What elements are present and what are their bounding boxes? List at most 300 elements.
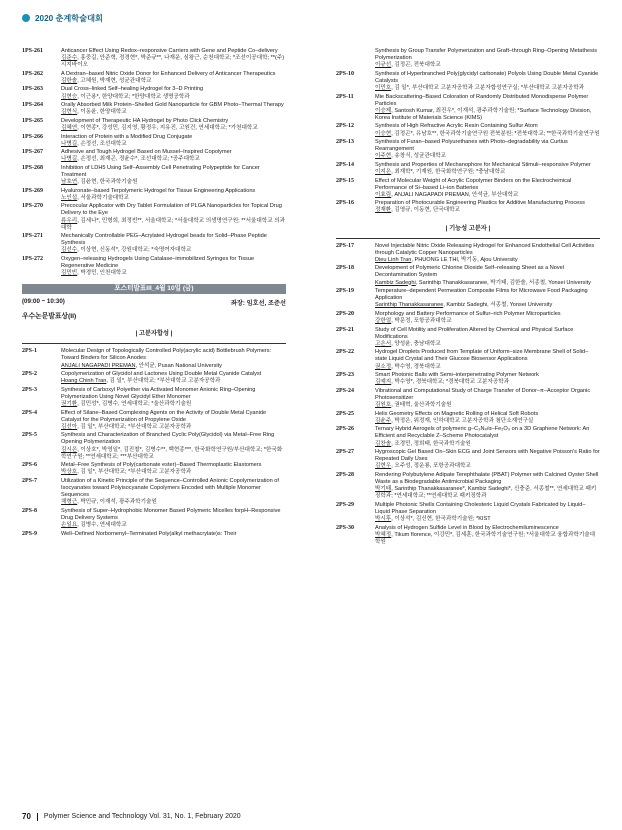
abstract-id: 2PS-25 (336, 410, 354, 417)
abstract-authors (61, 218, 286, 232)
abstract-id: 2PS-21 (336, 326, 354, 333)
abstract-id: 1PS-271 (22, 233, 43, 240)
coauthors: , 김정곤, 전북대학교 (391, 62, 441, 69)
abstract-entry (336, 472, 600, 500)
coauthors: , 손정선, 조선대학교 (77, 140, 127, 147)
coauthors: , 이상현, 신동석*, 강원대학교; *숙명여자대학교 (77, 247, 192, 254)
abstract-entry (22, 149, 286, 163)
abstract-id: 2PS-11 (336, 93, 354, 100)
abstract-title: Synthesis and Properties of Mechanophore for Mechanical Stimuli–responsive Polymer (375, 161, 591, 168)
coauthors: , Santosh Kumar, 최진우*, 이재석, 광주과학기술원; *Surface Technology Division, Korea Institute of Materials Science (KIMS) (375, 107, 592, 121)
abstract-body (61, 203, 286, 231)
abstract-title: Temperature–dependent Permeation Composite Films for Microwave Food Packaging Application (375, 288, 588, 302)
coauthors: , 양성윤, 충남대학교 (391, 340, 441, 347)
abstract-id: 1PS-263 (22, 86, 43, 93)
abstract-authors (375, 131, 600, 138)
abstract-body (61, 165, 286, 186)
abstract-title: Molecular Design of Topologically Controlled Poly(acrylic acid) Bottlebrush Polymers: Toward Binders for Silicon Anodes (61, 348, 272, 362)
abstract-authors (375, 364, 600, 371)
abstract-id: 1PS-267 (22, 149, 43, 156)
presenter-name: 박기태 (375, 486, 392, 493)
abstract-authors (375, 257, 600, 264)
coauthors: , 박경민, 인천대학교 (77, 270, 127, 277)
abstract-entry (336, 349, 600, 370)
abstract-authors (375, 207, 600, 214)
abstract-id: 2PS-27 (336, 449, 354, 456)
abstract-authors (375, 532, 600, 546)
abstract-id: 2PS-5 (22, 432, 37, 439)
abstract-body (375, 327, 600, 348)
presenter-name: 김준수 (61, 55, 78, 62)
page-number: 70 (22, 812, 31, 821)
abstract-title: Inhibition of LDH5 Using Self–Assembly Cell Penetrating Polypeptide for Cancer Treatment (61, 164, 260, 178)
abstract-title: Hyaluronate–based Terpolymeric Hydrogel for Tissue Engineering Applications (61, 187, 256, 194)
abstract-entry (336, 426, 600, 447)
abstract-authors (61, 156, 286, 163)
coauthors: , 이현종*, 강성민, 김지영, 황정우, 지유진, 고원건, 연세대학교; *가천대학교 (77, 124, 258, 131)
abstract-authors (61, 469, 286, 476)
abstract-authors (61, 401, 286, 408)
presenter-name: 김선수 (61, 247, 78, 254)
coauthors: , 박문정, 포항공과대학교 (391, 318, 452, 324)
abstract-title: Synthesis of Super–Hydrophobic Monomer Based Polymeric Micelles forpH–Responsive Drug Delivery Systems (61, 507, 281, 521)
abstract-entry (22, 478, 286, 506)
abstract-id: 2PS-20 (336, 310, 354, 317)
right-entry-list-2 (336, 243, 600, 546)
award-heading: 우수논문발표상(II) (22, 313, 77, 321)
abstract-authors (61, 125, 286, 132)
abstract-body (375, 525, 600, 546)
abstract-title: A Dextran–based Nitric Oxide Donor for Enhanced Delivery of Anticancer Therapeutics (61, 70, 276, 77)
coauthors: , 김윤현, 한국과학기술원 (77, 179, 138, 186)
coauthors: , 이상석*, 김신현, 한국과학기술원; *KIST (391, 515, 491, 522)
abstract-body (375, 372, 600, 386)
presenter-name: 이규선 (375, 62, 392, 69)
coauthors: , 김민성*, 김병수, 연세대학교; *울산과학기술원 (77, 400, 192, 407)
abstract-body (375, 349, 600, 370)
presenter-name: 박혜정 (375, 531, 392, 538)
abstract-id: 1PS-264 (22, 102, 43, 109)
abstract-authors (61, 94, 286, 101)
abstract-entry (336, 123, 600, 137)
abstract-authors (375, 441, 600, 448)
abstract-entry (22, 233, 286, 254)
presenter-name: 권기환 (61, 400, 78, 407)
abstract-authors (375, 192, 600, 199)
abstract-id: 2PS-30 (336, 524, 354, 531)
abstract-entry (22, 134, 286, 148)
abstract-id: 2PS-7 (22, 477, 37, 484)
abstract-authors (61, 55, 286, 69)
presenter-name: 김현우 (375, 463, 392, 470)
coauthors: , 김병수, 연세대학교 (77, 521, 127, 528)
abstract-title: Orally Absorbed Milk Protein–Shelled Gold Nanoparticle for GBM Photo–Thermal Therapy (61, 102, 284, 109)
session-time: (09:00 ~ 10:30) (22, 298, 65, 306)
abstract-id (336, 48, 375, 69)
abstract-authors (375, 302, 600, 309)
presenter-name: 나병길 (61, 156, 78, 163)
abstract-title: Multiple Photonic Shells Containing Cholesteric Liquid Crystals Fabricated by Liquid–Liquid Phase Separation (375, 501, 586, 515)
abstract-id: 2PS-12 (336, 123, 354, 130)
abstract-title: Synthesis of Furan–based Polyurethanes with Photo–degradability via Curtius Rearrangement (375, 139, 568, 153)
coauthors: , 김 일*, 부산대학교; *부산대학교 고분자공학과 (77, 469, 192, 476)
abstract-authors (61, 447, 286, 461)
abstract-title: Development of Therapeutic HA Hydrogel by Photo Click Chemistry (61, 117, 229, 124)
coauthors: , 안석균, Pusan National University (135, 362, 222, 369)
abstract-title: Well–Defined Norbornenyl–Terminated Poly(alkyl methacrylate)s: Their (61, 530, 237, 537)
presenter-name: 채형근 (61, 499, 78, 506)
abstract-title: Development of Polymeric Chlorine Dioxide Self–releasing Sheet as a Novel Decontamination System (375, 265, 565, 279)
abstract-body (61, 233, 286, 254)
abstract-body (61, 348, 286, 369)
abstract-id: 1PS-268 (22, 164, 43, 171)
section-heading-functional-polymer: | 기능성 고분자 | (445, 224, 491, 232)
presenter-name: 남호연 (61, 179, 78, 186)
abstract-title: Vibrational and Computational Study of Charge Transfer of Donor–π–Acceptor Organic Photosensitizer (375, 387, 591, 401)
abstract-body (61, 149, 286, 163)
coauthors: , 고혜원, 박재현, 성균관대학교 (77, 77, 152, 84)
abstract-authors (61, 363, 286, 370)
abstract-entry (336, 502, 600, 523)
abstract-body (375, 388, 600, 409)
abstract-body (61, 531, 286, 538)
abstract-id: 1PS-265 (22, 117, 43, 124)
divider (22, 343, 286, 344)
abstract-authors (61, 247, 286, 254)
coauthors: , 김정곤*, 유남호**, 한국과학기술연구원 전북분원; *전북대학교; **한국과학기술연구원 (391, 130, 600, 137)
presenter-name: 노인섭 (61, 194, 78, 201)
abstract-title: Mechanically Controllable PEG–Acrylated Hydrogel beads for Solid–Phase Peptide Synthesis (61, 233, 267, 247)
abstract-id: 2PS-29 (336, 501, 354, 508)
presenter-name: 김현식 (61, 109, 78, 116)
session-bar: 포스터발표III_4월 10일 (금) (22, 284, 286, 294)
presenter-name: 김원호 (375, 402, 392, 409)
session-chair: 좌장: 임호선, 조준선 (230, 300, 286, 308)
abstract-authors (375, 153, 600, 160)
presenter-name: 나병길 (61, 140, 78, 147)
presenter-name: 이효림 (375, 191, 392, 198)
abstract-body (61, 371, 286, 385)
abstract-entry (22, 387, 286, 408)
abstract-id: 2PS-23 (336, 372, 354, 379)
abstract-authors (375, 318, 600, 325)
coauthors: , 박민규, 이재석, 광주과학기술원 (77, 499, 157, 506)
abstract-body (61, 256, 286, 277)
abstract-title: Hydrogel Droplets Produced from Template of Uniform–size Membrane Shell of Solid–state Liquid Crystal and Their Glucose Biosensor Applications (375, 349, 589, 363)
section-heading-polymer-synthesis: | 고분자합성 | (135, 330, 173, 338)
abstract-authors (61, 378, 286, 385)
abstract-body (375, 178, 600, 199)
abstract-body (61, 134, 286, 148)
presenter-name: 이민호 (375, 84, 392, 91)
presenter-name: Hoang Chinh Tran (61, 378, 107, 385)
abstract-entry (336, 71, 600, 92)
abstract-entry (336, 288, 600, 309)
coauthors: , 김 일*, 부산대학교; *부산대학교 고분자공학과 (106, 378, 221, 385)
coauthors: , 김 일*, 부산대학교; *부산대학교 고분자공학과 (77, 423, 192, 430)
abstract-id: 2PS-18 (336, 265, 354, 272)
coauthors: , 홍중길, 안준혁, 정경현*, 박준규**, 나재운, 심왕근, 순천대학교; *조선이공대학; **(주)시지바이오 (61, 55, 285, 69)
abstract-entry (336, 162, 600, 176)
coauthors: , 오주성, 정운룡, 포항공과대학교 (391, 463, 471, 470)
bullet-icon (22, 14, 30, 22)
abstract-entry (22, 118, 286, 132)
abstract-authors (61, 522, 286, 529)
abstract-entry (22, 348, 286, 369)
abstract-body (61, 86, 286, 100)
abstract-id: 2PS-15 (336, 177, 354, 184)
abstract-authors (375, 516, 600, 523)
abstract-title: Rendering Polybutylene Adipate Terephthalate (PBAT) Polymer with Calcined Oyster Shell Waste as a Biodegradable Antimicrobial Packaging (375, 471, 599, 485)
abstract-entry (22, 462, 286, 476)
abstract-entry (22, 102, 286, 116)
abstract-title: Morphology and Battery Performance of Sulfur–rich Polymer Microparticles (375, 310, 561, 317)
abstract-entry (336, 94, 600, 122)
abstract-entry (336, 372, 600, 386)
abstract-id: 2PS-10 (336, 70, 354, 77)
presenter-name: 손일요 (61, 521, 78, 528)
abstract-title: Analysis of Hydrogen Sulfide Level in Blood by Electrochemiluminescence (375, 524, 559, 531)
abstract-title: Oxygen–releasing Hydrogels Using Catalase–immobilized Syringes for Tissue Regenerative Medicine (61, 256, 255, 270)
abstract-title: Mie Backscattering–Based Coloration of Randomly Distributed Monodisperse Polymer Particles (375, 93, 589, 107)
abstract-entry (336, 178, 600, 199)
journal-info: Polymer Science and Technology Vol. 31, No. 1, February 2020 (43, 813, 241, 820)
abstract-entry (336, 449, 600, 470)
abstract-entry (22, 71, 286, 85)
coauthors: , 최재학*, 기재원, 한국화학연구원; *충남대학교 (391, 169, 506, 175)
abstract-entry (336, 48, 600, 69)
abstract-entry (22, 48, 286, 69)
coauthors: , Tikum florence, 이강민*, 김세훈, 한국과학기술연구원; *서울대학교 융합과학기술대학원 (375, 531, 596, 545)
abstract-body (61, 48, 286, 69)
abstract-id: 2PS-16 (336, 200, 354, 207)
abstract-title: Metal–Free Synthesis of Poly(carbonate ester)–Based Thermoplastic Elastomers (61, 462, 262, 469)
abstract-entry (22, 432, 286, 460)
abstract-authors (61, 424, 286, 431)
presenter-name: 김선아 (61, 423, 78, 430)
abstract-title: Anticancer Effect Using Redox–responsive Carriers with Gene and Peptide Co–delivery (61, 48, 278, 54)
left-column (22, 48, 286, 539)
presenter-name: 김시은 (61, 446, 78, 453)
abstract-entry (22, 203, 286, 231)
abstract-title: Effect of Molecular Weight of Acrylic Copolymer Binders on the Electrochemical Performance of Si–based Li–ion Batteries (375, 177, 572, 191)
abstract-entry (336, 311, 600, 325)
presenter-name: ANJALI NAGAPADI PREMAN (61, 362, 136, 369)
abstract-title: Hygroscopic Gel Based On–Skin ECG and Joint Sensors with Negative Poisson's Ratio for Repeated Daily Uses (375, 449, 600, 463)
presenter-name: 김찬솔 (375, 440, 392, 447)
abstract-authors (61, 499, 286, 506)
abstract-entry (336, 243, 600, 264)
abstract-body (375, 200, 600, 214)
abstract-authors (375, 108, 600, 122)
abstract-title: Smart Photonic Balls with Semi–interpenetrating Polymer Network (375, 372, 539, 379)
coauthors: , 김영규, 이동현, 단국대학교 (391, 207, 460, 214)
abstract-authors (375, 418, 600, 425)
abstract-body (375, 123, 600, 137)
session-time-row (22, 298, 286, 307)
presenter-name: 박시후 (375, 515, 392, 522)
presenter-name: 고은서 (375, 340, 392, 347)
coauthors: , 손정선, 최재곤, 정윤수*, 조선대학교; *공주대학교 (77, 156, 200, 163)
abstract-title: Study of Cell Motility and Proliferation Altered by Chemical and Physical Surface Modifications (375, 326, 574, 340)
presenter-name: Dieu Linh Tran (375, 256, 412, 263)
abstract-title: Precocular Applicator with Dry Tablet Formulation of PLGA Nanoparticles for Topical Drug Delivery to the Eye (61, 203, 282, 217)
abstract-body (375, 48, 600, 69)
abstract-entry (22, 188, 286, 202)
right-entry-list (336, 48, 600, 215)
abstract-title: Adhesive and Tough Hydrogel Based on Mussel–Inspired Copolymer (61, 149, 232, 156)
abstract-body (61, 71, 286, 85)
abstract-id: 2PS-17 (336, 242, 354, 249)
abstract-entry (336, 525, 600, 546)
abstract-body (61, 387, 286, 408)
presenter-name: 이주현 (375, 153, 392, 160)
presenter-name: Sarinthip Thanakkasaranee (375, 302, 444, 309)
presenter-name: 김민빈 (61, 270, 78, 277)
abstract-body (61, 432, 286, 460)
abstract-entry (336, 139, 600, 160)
presenter-name: 류우리 (61, 217, 78, 224)
abstract-body (375, 243, 600, 264)
header-title: 2020 춘계학술대회 (35, 13, 103, 23)
abstract-authors (375, 280, 600, 287)
abstract-entry (22, 531, 286, 538)
coauthors: , 조경민, 정희태, 한국과학기술원 (391, 440, 471, 447)
abstract-id: 2PS-22 (336, 349, 354, 356)
abstract-title: Copolymerization of Glycidol and Lactones Using Double Metal Cyanide Catalyst (61, 371, 262, 378)
coauthors: , 이상호*, 박영일*, 김진철*, 김병수**, 백현종***, 한국화학연구원/부산대학교; *한국화학연구원; **연세대학교; ***부산대학교 (61, 446, 283, 460)
coauthors: , 송창식, 성균관대학교 (391, 153, 447, 160)
abstract-id: 2PS-4 (22, 409, 37, 416)
abstract-id: 1PS-272 (22, 256, 43, 263)
abstract-authors (375, 402, 600, 409)
coauthors: , 김 일*, 부산대학교 고분자공학과 고분자합성연구실; *부산대학교 고분자공학과 (391, 84, 585, 91)
coauthors: , 김세나*, 민형희, 최정빈**, 서울대학교; *서울대학교 의생명연구원; **서울대학교 의과대학 (61, 217, 285, 231)
abstract-id: 1PS-270 (22, 203, 43, 210)
abstract-id: 2PS-9 (22, 530, 37, 537)
coauthors: , Sarinthip Thanakkasaranee, 박기태, 김한솔, 서종철, Yonsei University (415, 279, 591, 286)
abstract-body (61, 462, 286, 476)
presenter-name: 김현승 (61, 93, 78, 100)
presenter-name: 권소정 (375, 363, 392, 370)
abstract-authors (375, 62, 600, 69)
abstract-entry (22, 410, 286, 431)
coauthors: , 이근용*, 한양대학교; *한양대학교 생명공학과 (77, 93, 190, 100)
abstract-body (375, 426, 600, 447)
abstract-authors (375, 169, 600, 176)
abstract-body (61, 118, 286, 132)
abstract-authors (61, 141, 286, 148)
presenter-name: Kambiz Sadeghi (375, 279, 416, 286)
abstract-title: Synthesis by Group Transfer Polymerization and Graft–through Ring–Opening Metathesis Polymerization (375, 48, 598, 62)
presenter-name: 김혜연 (61, 124, 78, 131)
presenter-name: 정재환 (375, 207, 392, 214)
abstract-body (61, 508, 286, 529)
abstract-id: 1PS-262 (22, 70, 43, 77)
abstract-id: 2PS-8 (22, 507, 37, 514)
abstract-body (61, 102, 286, 116)
abstract-body (61, 410, 286, 431)
abstract-authors (61, 179, 286, 186)
presenter-name: 이지은 (375, 169, 392, 175)
abstract-entry (22, 508, 286, 529)
coauthors: , 박수영, 경북대학교 (391, 363, 441, 370)
coauthors: , Kambiz Sadeghi, 서종철, Yonsei University (443, 302, 553, 309)
abstract-body (375, 139, 600, 160)
coauthors: , 박정은, 위정재, 인하대학교 고분자공학과 첨단소재연구실 (391, 417, 534, 424)
abstract-title: Dual Cross–linked Self–healing Hydrogel for 3–D Printing (61, 86, 204, 93)
abstract-entry (336, 388, 600, 409)
abstract-authors (61, 109, 286, 116)
abstract-authors (375, 379, 600, 386)
abstract-entry (22, 371, 286, 385)
abstract-body (375, 449, 600, 470)
abstract-id: 1PS-261 (22, 48, 43, 54)
abstract-id: 2PS-3 (22, 386, 37, 393)
right-column (336, 48, 600, 547)
presenter-name: 이승현 (375, 130, 392, 137)
presenter-name: 박상호 (61, 469, 78, 476)
abstract-title: Synthesis of High Refractive Acrylic Resin Containing Sulfur Atom (375, 123, 538, 130)
abstract-id: 1PS-269 (22, 187, 43, 194)
abstract-id: 2PS-6 (22, 462, 37, 469)
abstract-body (375, 162, 600, 176)
abstract-body (61, 188, 286, 202)
abstract-body (375, 265, 600, 286)
abstract-authors (375, 341, 600, 348)
coauthors: , 서울과학기술대학교 (77, 194, 129, 201)
coauthors: , ANJALI NAGAPADI PREMAN, 안석균, 부산대학교 (391, 191, 519, 198)
abstract-title: Synthesis of Carboxyl Polyether via Activated Monomer Anionic Ring–Opening Polymerization Using Novel Glycidyl Ether Monomer (61, 386, 256, 400)
abstract-body (375, 71, 600, 92)
abstract-title: Interaction of Protein with a Modified Drug Conjugate (61, 133, 193, 140)
abstract-authors (61, 78, 286, 85)
presenter-name: 김한솔 (61, 77, 78, 84)
abstract-title: Helix Geometry Effects on Magnetic Rolling of Helical Soft Robots (375, 410, 539, 417)
abstract-entry (336, 265, 600, 286)
left-entry-list-2 (22, 348, 286, 537)
abstract-authors (375, 85, 600, 92)
abstract-body (375, 94, 600, 122)
abstract-id: 2PS-19 (336, 288, 354, 295)
abstract-id: 1PS-266 (22, 133, 43, 140)
abstract-id: 2PS-1 (22, 348, 37, 355)
coauthors: , Sarinthip Thanakkasaranee*, Kambiz Sadeghi*, 신충준, 서종철**, 연세대학교 패키징학과; *연세대학교; **연세대학교 패키징학과 (375, 486, 597, 500)
abstract-title: Synthesis of Hyperbranched Poly(glycidyl carbonate) Polyols Using Double Metal Cyanide Catalysts (375, 70, 599, 84)
abstract-id: 2PS-28 (336, 471, 354, 478)
presenter-name: 김윤주 (375, 417, 392, 424)
abstract-entry (336, 327, 600, 348)
abstract-authors (61, 270, 286, 277)
coauthors: , 이동윤, 한양대학교 (77, 109, 127, 116)
abstract-entry (336, 411, 600, 425)
abstract-body (375, 311, 600, 325)
presenter-name: 김예지 (375, 379, 392, 386)
abstract-authors (61, 195, 286, 202)
abstract-title: Utilization of a Kinetic Principle of the Sequence–Controlled Anionic Copolymerization of Isocyanates toward Polyisocyanate Copolymers Encoded with Multiple Monomer Sequences (61, 477, 279, 499)
abstract-title: Synthesis and Characterization of Branched Cyclic Poly(Glycidol) via Metal–Free Ring Opening Polymerization (61, 432, 275, 446)
left-entry-list (22, 48, 286, 277)
abstract-id: 2PS-13 (336, 139, 354, 146)
abstract-title: Preparation of Photocurable Engineering Plastics for Additive Manufacturing Process (375, 200, 585, 207)
coauthors: , 권태혁, 울산과학기술원 (391, 402, 452, 409)
abstract-body (61, 478, 286, 506)
abstract-entry (22, 86, 286, 100)
presenter-name: 강한얼 (375, 318, 392, 324)
footer-separator (37, 813, 38, 821)
abstract-body (375, 288, 600, 309)
abstract-title: Effect of Silane–Based Complexing Agents on the Activity of Double Metal Cyanide Catalyst for the Polymerization of Propylene Oxide (61, 409, 267, 423)
